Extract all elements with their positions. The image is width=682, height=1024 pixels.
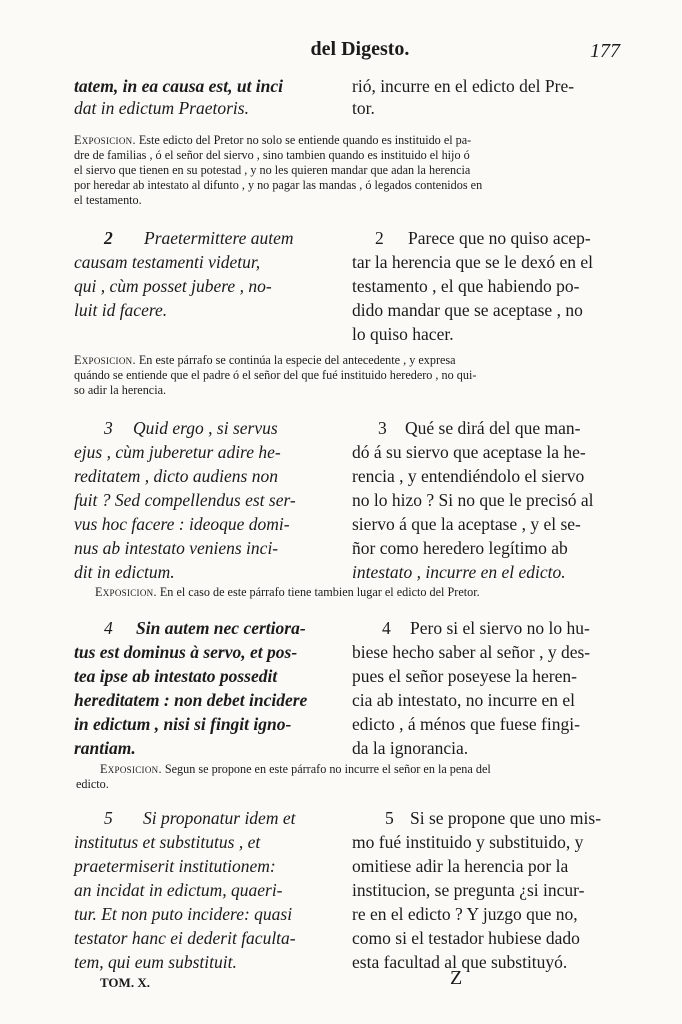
spanish-line: siervo á que la aceptase , y el se- — [352, 514, 581, 534]
latin-line: institutus et substitutus , et — [74, 832, 261, 852]
exposicion-label: Exposicion. — [74, 353, 136, 367]
exposicion-text: el testamento. — [74, 193, 142, 207]
latin-line: luit id facere. — [74, 300, 168, 320]
spanish-line: rió, incurre en el edicto del Pre- — [352, 76, 575, 96]
spanish-line: institucion, se pregunta ¿si incur- — [352, 880, 585, 900]
spanish-line: como si el testador hubiese dado — [352, 928, 580, 948]
spanish-line: omitiese adir la herencia por la — [352, 856, 569, 876]
exposicion-label: Exposicion. — [95, 585, 157, 599]
latin-line: fuit ? Sed compellendus est ser- — [74, 490, 296, 510]
exposicion-text: por heredar ab intestato al difunto , y no pagar las mandas , ó legados contenidos en — [74, 178, 483, 192]
spanish-line: intestato , incurre en el edicto. — [352, 562, 566, 582]
spanish-line: rencia , y entendiéndolo el siervo — [352, 466, 585, 486]
exposicion-text: edicto. — [76, 777, 109, 791]
exposicion-text: quándo se entiende que el padre ó el señor del que fué instituido heredero , no qui- — [74, 368, 477, 382]
paragraph-number: 5 — [104, 808, 113, 828]
paragraph-number: 2 — [104, 228, 113, 248]
latin-line: tatem, in ea causa est, ut inci — [74, 76, 284, 96]
latin-line: hereditatem : non debet incidere — [74, 690, 308, 710]
latin-line: Quid ergo , si servus — [133, 418, 278, 438]
volume-mark: TOM. X. — [100, 975, 150, 990]
exposicion-text: Segun se propone en este párrafo no incurre el señor en la pena del — [164, 762, 491, 776]
spanish-line: Qué se dirá del que man- — [405, 418, 581, 438]
page-number: 177 — [590, 40, 620, 62]
exposicion-label: Exposicion. — [100, 762, 162, 776]
latin-line: tea ipse ab intestato possedit — [74, 666, 278, 686]
spanish-line: tor. — [352, 98, 375, 118]
exposicion-text: el siervo que tienen en su potestad , y no les quieren mandar que adan la herencia — [74, 163, 471, 177]
signature-mark: Z — [450, 967, 463, 989]
latin-line: vus hoc facere : ideoque domi- — [74, 514, 290, 534]
spanish-line: lo quiso hacer. — [352, 324, 454, 344]
spanish-line: tar la herencia que se le dexó en el — [352, 252, 593, 272]
latin-line: in edictum , nisi si fingit igno- — [74, 714, 292, 734]
spanish-line: no lo hizo ? Si no que le precisó al — [352, 490, 594, 510]
latin-line: causam testamenti videtur, — [74, 252, 261, 272]
latin-line: dit in edictum. — [74, 562, 175, 582]
latin-line: reditatem , dicto audiens non — [74, 466, 278, 486]
spanish-line: edicto , á ménos que fuese fingi- — [352, 714, 580, 734]
paragraph-number: 4 — [104, 618, 113, 638]
exposicion-text: so adir la herencia. — [74, 383, 167, 397]
latin-line: Sin autem nec certiora- — [136, 618, 306, 638]
spanish-line: re en el edicto ? Y juzgo que no, — [352, 904, 578, 924]
exposicion-text: En el caso de este párrafo tiene tambien lugar el edicto del Pretor. — [159, 585, 480, 599]
latin-line: rantiam. — [74, 738, 136, 758]
exposicion-text: dre de familias , ó el señor del siervo , sino tambien quando es instituido el hijo ó — [74, 148, 470, 162]
exposicion-text: En este párrafo se continúa la especie del antecedente , y expresa — [138, 353, 456, 367]
paragraph-number: 5 — [385, 808, 394, 828]
spanish-line: Si se propone que uno mis- — [410, 808, 602, 828]
latin-line: tem, qui eum substituit. — [74, 952, 237, 972]
running-head: del Digesto. — [310, 38, 410, 60]
spanish-line: dó á su siervo que aceptase la he- — [352, 442, 586, 462]
spanish-line: dido mandar que se aceptase , no — [352, 300, 583, 320]
latin-line: testator hanc ei dederit faculta- — [74, 928, 296, 948]
latin-line: praetermiserit institutionem: — [74, 856, 276, 876]
spanish-line: Pero si el siervo no lo hu- — [410, 618, 590, 638]
spanish-line: ñor como heredero legítimo ab — [352, 538, 568, 558]
paragraph-number: 2 — [375, 228, 384, 248]
latin-line: qui , cùm posset jubere , no- — [74, 276, 272, 296]
spanish-line: testamento , el que habiendo po- — [352, 276, 580, 296]
latin-line: dat in edictum Praetoris. — [74, 98, 249, 118]
spanish-line: cia ab intestato, no incurre en el — [352, 690, 576, 710]
latin-line: ejus , cùm juberetur adire he- — [74, 442, 281, 462]
paragraph-number: 4 — [382, 618, 391, 638]
latin-line: tus est dominus à servo, et pos- — [74, 642, 298, 662]
latin-line: Praetermittere autem — [144, 228, 294, 248]
spanish-line: pues el señor poseyese la heren- — [352, 666, 577, 686]
latin-line: nus ab intestato veniens inci- — [74, 538, 279, 558]
spanish-line: da la ignorancia. — [352, 738, 469, 758]
exposicion-text: Este edicto del Pretor no solo se entiende quando es instituido el pa- — [138, 133, 472, 147]
spanish-line: Parece que no quiso acep- — [408, 228, 591, 248]
spanish-line: mo fué instituido y substituido, y — [352, 832, 584, 852]
paragraph-number: 3 — [378, 418, 387, 438]
spanish-line: esta facultad al que substituyó. — [352, 952, 568, 972]
paragraph-number: 3 — [104, 418, 113, 438]
latin-line: Si proponatur idem et — [143, 808, 296, 828]
latin-line: an incidat in edictum, quaeri- — [74, 880, 283, 900]
exposicion-label: Exposicion. — [74, 133, 136, 147]
latin-line: tur. Et non puto incidere: quasi — [74, 904, 293, 924]
spanish-line: biese hecho saber al señor , y des- — [352, 642, 591, 662]
